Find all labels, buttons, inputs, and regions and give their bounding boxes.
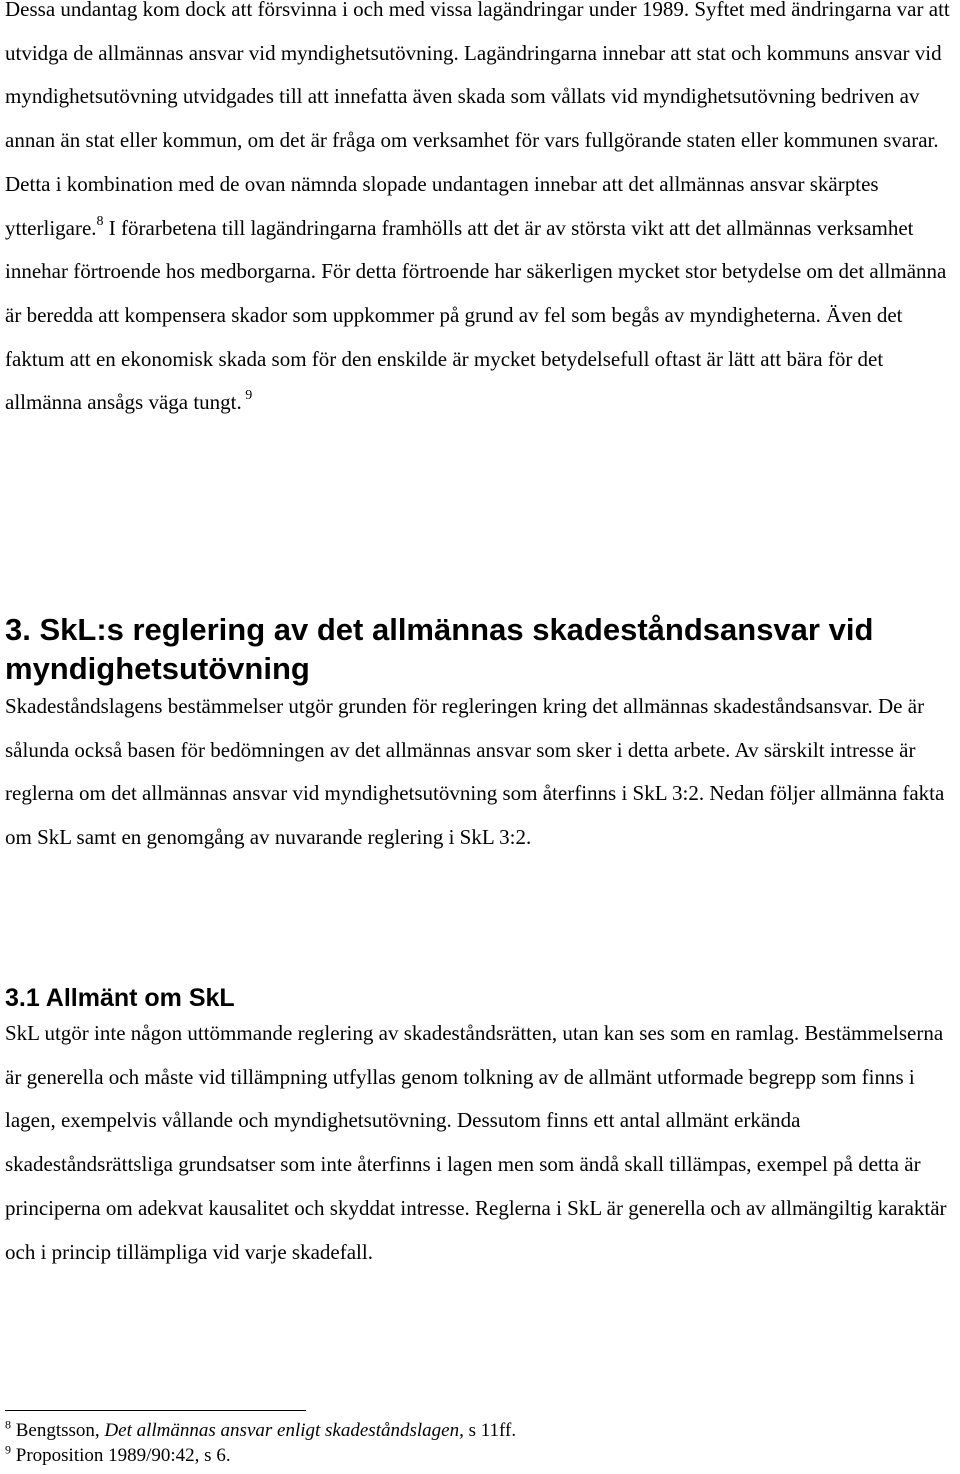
footnote-9-text: Proposition 1989/90:42, s 6. bbox=[11, 1445, 231, 1466]
footnote-ref-8: 8 bbox=[96, 213, 104, 229]
intro-text-part1: Dessa undantag kom dock att försvinna i och med vissa lagändringar under 1989. Syftet med ändringarna var att utvidga de allmännas ansvar vid myndighetsutövning. Lagändringarna innebar att stat och kommuns ansvar vid myndighetsutövning utvidgades till att innefatta även skada som vållats vid myndighetsutövning bedriven av annan än stat eller kommun, om det är fråga om verksamhet för vars fullgörande staten eller kommunen svarar. Detta i kombination med de ovan nämnda slopade undantagen innebar att det allmännas ansvar skärptes ytterligare. bbox=[5, 0, 950, 240]
section-3-1-paragraph: SkL utgör inte någon uttömmande reglering av skadeståndsrätten, utan kan ses som en ramlag. Bestämmelserna är generella och måste vid tillämpning utfyllas genom tolkning av de allmänt utformade begrepp som finns i lagen, exempelvis vållande och myndighetsutövning. Dessutom finns ett antal allmänt erkända skadeståndsrättsliga grundsatser som inte återfinns i lagen men som ändå skall tillämpas, exempel på detta är principerna om adekvat kausalitet och skyddat intresse. Reglerna i SkL är generella och av allmängiltig karaktär och i princip tillämpliga vid varje skadefall. bbox=[5, 1021, 947, 1264]
footnote-8-pages: s 11ff. bbox=[463, 1420, 517, 1441]
intro-paragraph bbox=[5, 0, 957, 425]
section-3-heading: 3. SkL:s reglering av det allmännas skadeståndsansvar vid myndighetsutövning bbox=[5, 612, 874, 686]
footnote-9 bbox=[5, 1443, 945, 1468]
footnote-ref-9: 9 bbox=[241, 388, 253, 404]
intro-text-part2: I förarbetena till lagändringarna framhölls att det är av största vikt att det allmännas verksamhet innehar förtroende hos medborgarna. För detta förtroende har säkerligen mycket stor betydelse om det allmänna är beredda att kompensera skador som uppkommer på grund av fel som begås av myndigheterna. Även det faktum att en ekonomisk skada som för den enskilde är mycket betydelsefull oftast är lätt att bära för det allmänna ansågs väga tungt. bbox=[5, 215, 947, 415]
footnote-separator bbox=[5, 1410, 306, 1411]
footnotes bbox=[5, 1418, 945, 1468]
footnote-9-number: 9 bbox=[5, 1442, 11, 1457]
footnote-8-number: 8 bbox=[5, 1417, 11, 1432]
section-3-paragraph: Skadeståndslagens bestämmelser utgör grunden för regleringen kring det allmännas skadeståndsansvar. De är sålunda också basen för bedömningen av det allmännas ansvar som sker i detta arbete. Av särskilt intresse är reglerna om det allmännas ansvar vid myndighetsutövning som återfinns i SkL 3:2. Nedan följer allmänna fakta om SkL samt en genomgång av nuvarande reglering i SkL 3:2. bbox=[5, 694, 945, 850]
footnote-8 bbox=[5, 1418, 945, 1443]
footnote-8-title: Det allmännas ansvar enligt skadeståndslagen, bbox=[104, 1420, 464, 1441]
footnote-8-author: Bengtsson, bbox=[11, 1420, 105, 1441]
section-3-1-heading: 3.1 Allmänt om SkL bbox=[5, 984, 235, 1012]
